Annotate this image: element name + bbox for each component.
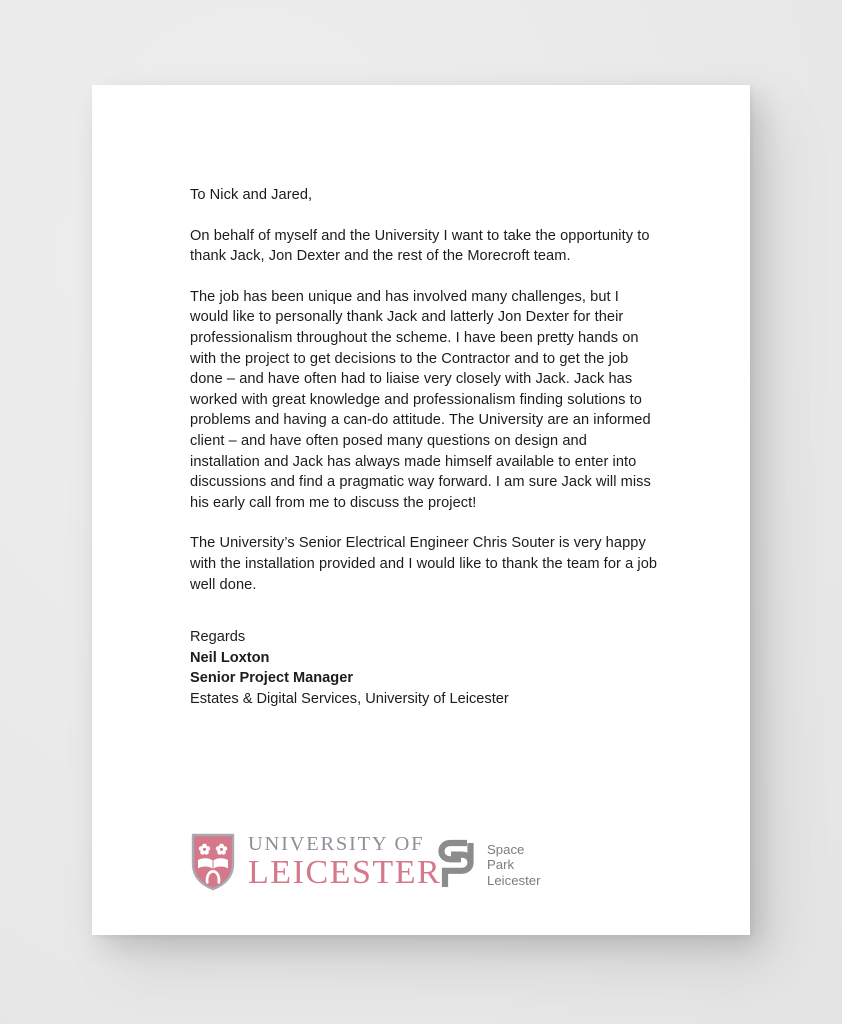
letter-paragraph-3: The University’s Senior Electrical Engineer Chris Souter is very happy with the installation provided and I would like to thank the team for a job well done.: [190, 535, 658, 593]
leicester-crest-icon: [190, 833, 236, 891]
space-park-wordmark-line3: Leicester: [487, 872, 541, 888]
signature-job-title: Senior Project Manager: [190, 670, 354, 687]
space-park-leicester-logo: [436, 837, 541, 893]
signature-spacer: [190, 595, 658, 627]
space-park-wordmark: [487, 842, 541, 889]
space-park-wordmark-line2: Park: [487, 857, 515, 873]
logo-row: [190, 833, 660, 905]
university-wordmark-line2: LEICESTER: [248, 853, 442, 891]
space-park-s-p-mark-icon: [436, 837, 476, 893]
letter-paragraph-2: The job has been unique and has involved many challenges, but I would like to personally thank Jack and latterly Jon Dexter for their professionalism throughout the scheme. I have been pretty hands on with the project to get decisions to the Contractor and to get the job done – and have often had to liaise very closely with Jack. Jack has worked with great knowledge and professionalism finding solutions to problems and having a can-do attitude. The University are an informed client – and have often posed many questions on design and installation and Jack has always made himself available to enter into discussions and find a pragmatic way forward. I am sure Jack will miss his early call from me to discuss the project!: [190, 288, 651, 511]
letter-body: [190, 185, 658, 709]
letter-page: [92, 85, 750, 935]
university-wordmark: [248, 834, 441, 890]
university-wordmark-line1: UNIVERSITY OF: [248, 833, 425, 856]
letter-salutation: To Nick and Jared,: [190, 187, 313, 203]
signature-block: [190, 627, 658, 709]
letter-paragraph-1: On behalf of myself and the University I want to take the opportunity to thank Jack, Jon Dexter and the rest of the Morecroft team.: [190, 227, 650, 265]
university-of-leicester-logo: [190, 833, 441, 891]
signature-department: Estates & Digital Services, University of Leicester: [190, 690, 509, 707]
signature-closing: Regards: [190, 629, 246, 646]
space-park-wordmark-line1: Space: [487, 841, 525, 857]
signature-name: Neil Loxton: [190, 649, 270, 666]
